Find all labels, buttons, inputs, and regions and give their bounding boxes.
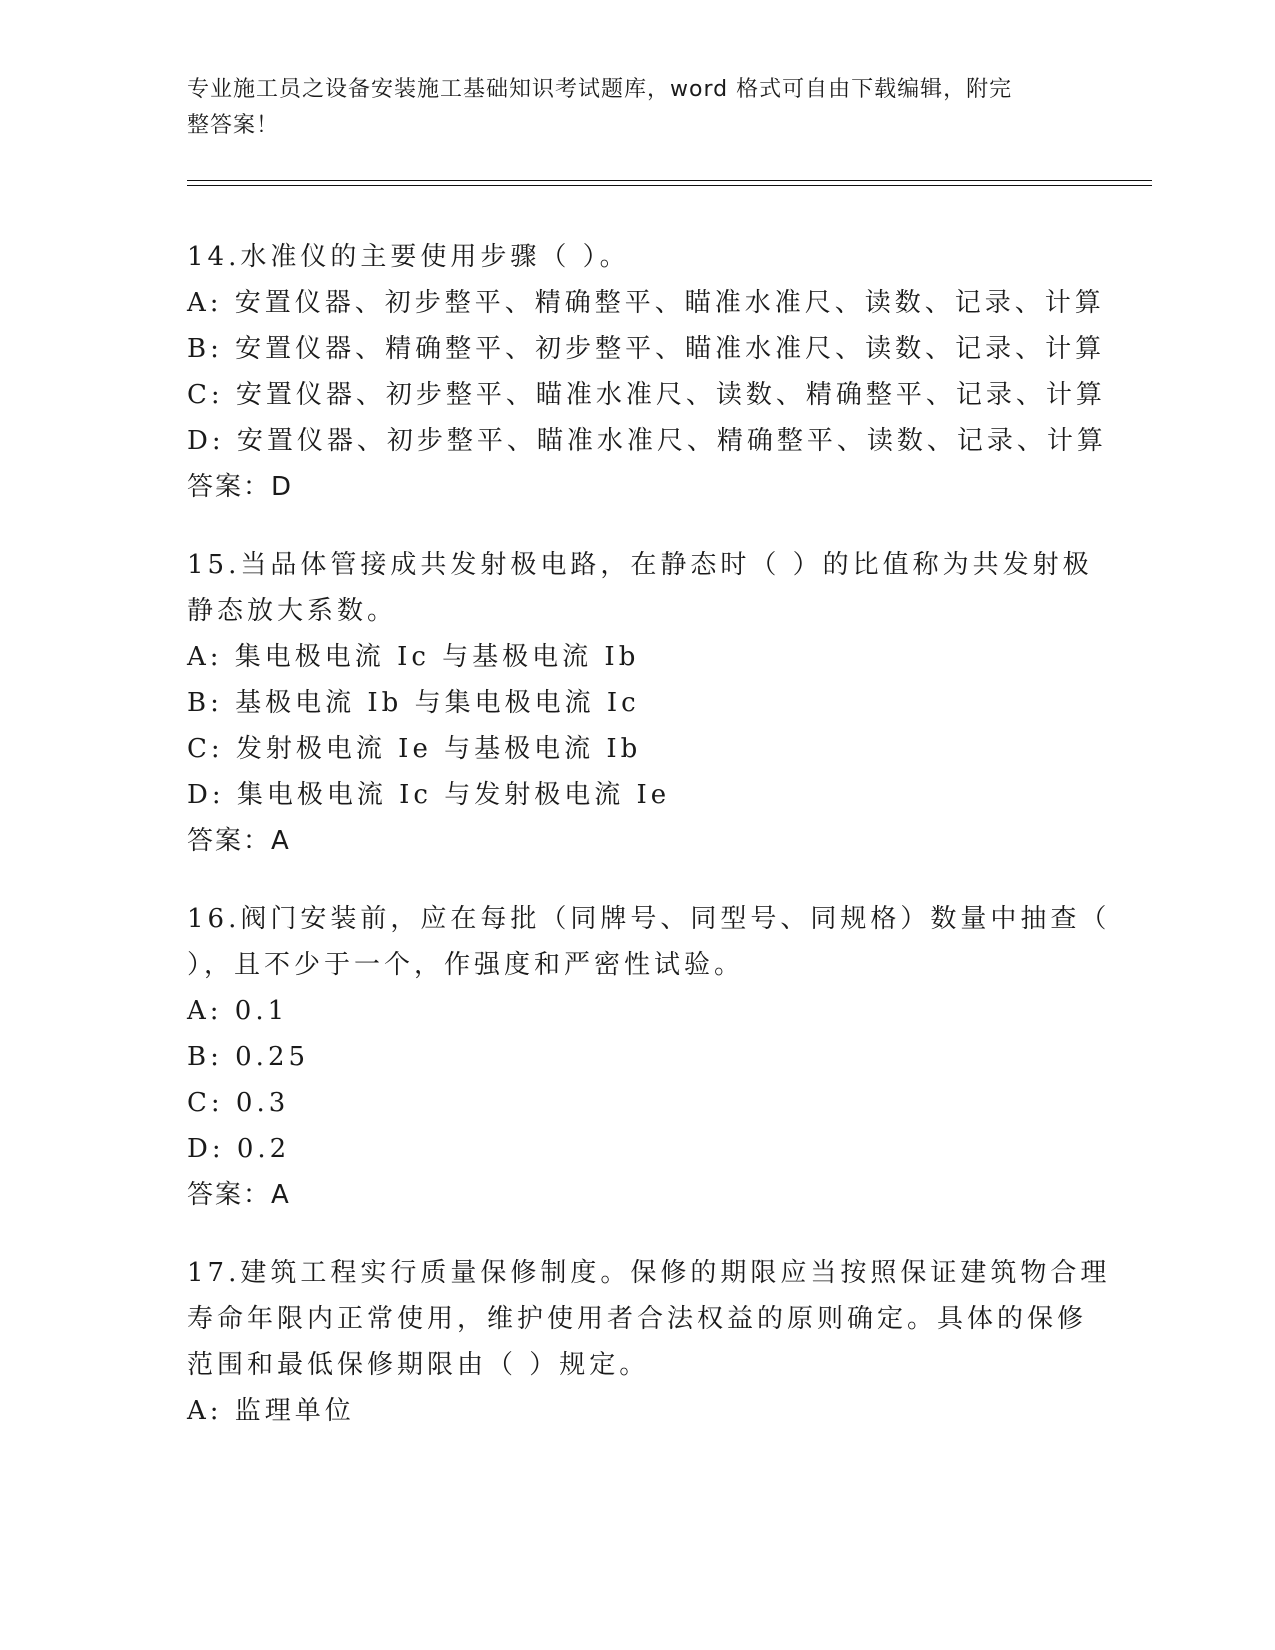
option-b: B: 基极电流 Ib 与集电极电流 Ic — [187, 688, 640, 718]
answer: 答案：A — [187, 1180, 291, 1210]
header-line-2: 整答案！ — [187, 113, 280, 138]
option-d: D: 安置仪器、初步整平、瞄准水准尺、精确整平、读数、记录、计算 — [187, 426, 1107, 456]
question-stem: 14.水准仪的主要使用步骤（ ）。 — [187, 242, 630, 272]
question-16 — [187, 896, 1111, 1218]
question-15 — [187, 542, 1093, 864]
option-b: B: 安置仪器、精确整平、初步整平、瞄准水准尺、读数、记录、计算 — [187, 334, 1106, 364]
question-stem: 17.建筑工程实行质量保修制度。保修的期限应当按照保证建筑物合理 — [187, 1258, 1111, 1288]
question-stem: 范围和最低保修期限由（ ）规定。 — [187, 1350, 650, 1380]
question-17 — [187, 1250, 1111, 1434]
option-b: B: 0.25 — [187, 1042, 310, 1072]
header-rule-top — [187, 180, 1152, 181]
option-a: A: 监理单位 — [187, 1396, 355, 1426]
option-c: C: 0.3 — [187, 1088, 290, 1118]
option-a: A: 0.1 — [187, 996, 289, 1026]
header-line-1: 专业施工员之设备安装施工基础知识考试题库，word 格式可自由下载编辑，附完 — [187, 77, 1013, 102]
question-stem: 16.阀门安装前，应在每批（同牌号、同型号、同规格）数量中抽查（ — [187, 904, 1111, 934]
question-stem: 15.当品体管接成共发射极电路，在静态时（ ）的比值称为共发射极 — [187, 550, 1093, 580]
question-stem: ），且不少于一个，作强度和严密性试验。 — [187, 950, 745, 980]
answer: 答案：D — [187, 472, 294, 502]
document-header — [187, 72, 1067, 144]
question-stem: 寿命年限内正常使用，维护使用者合法权益的原则确定。具体的保修 — [187, 1304, 1088, 1334]
option-c: C: 发射极电流 Ie 与基极电流 Ib — [187, 734, 642, 764]
option-c: C: 安置仪器、初步整平、瞄准水准尺、读数、精确整平、记录、计算 — [187, 380, 1106, 410]
question-list — [187, 234, 1111, 1466]
option-d: D: 集电极电流 Ic 与发射极电流 Ie — [187, 780, 671, 810]
answer: 答案：A — [187, 826, 291, 856]
option-a: A: 安置仪器、初步整平、精确整平、瞄准水准尺、读数、记录、计算 — [187, 288, 1105, 318]
header-rule-bottom — [187, 185, 1152, 186]
question-14 — [187, 234, 1107, 510]
question-stem: 静态放大系数。 — [187, 596, 398, 626]
option-d: D: 0.2 — [187, 1134, 291, 1164]
option-a: A: 集电极电流 Ic 与基极电流 Ib — [187, 642, 640, 672]
